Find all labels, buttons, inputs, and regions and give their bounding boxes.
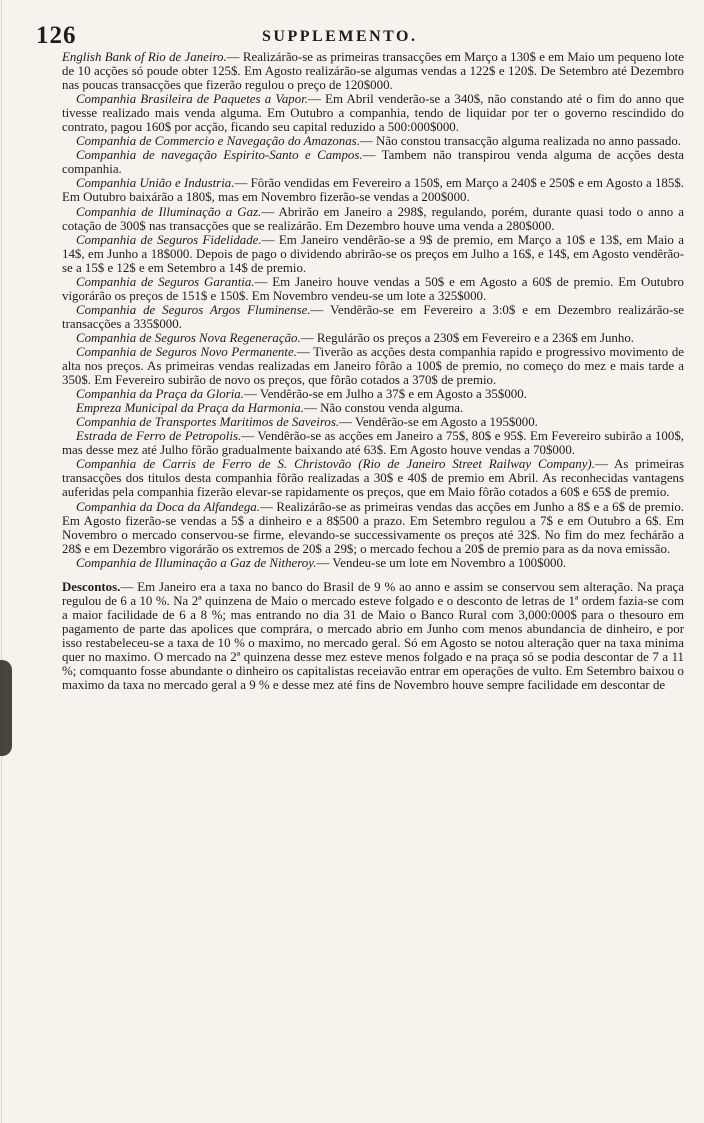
entry-text: — Vendêrão-se em Julho a 37$ e em Agosto a 35$000. — [243, 387, 527, 402]
entry-name: Companhia de Commercio e Navegação do Amazonas. — [76, 134, 360, 149]
entry-doca-alfandega — [62, 500, 684, 556]
entry-text: — Tambem não transpirou venda alguma de acções desta companhia. — [62, 148, 684, 177]
entry-name: Companhia de navegação Espirito-Santo e Campos. — [76, 148, 363, 163]
entry-saveiros — [62, 415, 684, 429]
entry-petropolis — [62, 429, 684, 457]
page-number: 126 — [36, 22, 77, 49]
entry-name: English Bank of Rio de Janeiro. — [62, 50, 227, 64]
entry-illuminacao-gaz — [62, 205, 684, 233]
entry-amazonas — [62, 134, 684, 148]
company-entries — [62, 50, 684, 570]
entry-gaz-nitheroy — [62, 556, 684, 570]
entry-name: Companhia de Seguros Nova Regeneração. — [76, 330, 301, 345]
descontos-text: — Em Janeiro era a taxa no banco do Brasil de 9 % ao anno e assim se conservou sem alteração. Na praça regulou de 6 a 10 %. Na 2ª quinzena de Maio o mercado esteve folgado e o desconto de letras de 1ª ordem fazia-se com a maior facilidade de 6 a 8 %; mas entrando no dia 31 de Maio o Banco Rural com 3,000:000$ para o thesouro em pagamento de parte das apolices que comprára, o mercado abrio em Junho com menos abundancia de dinheiro, e por isso restabeleceu-se a taxa de 10 % o maximo, no mercado geral. Só em Agosto se notou alteração quer na taxa minima quer no maximo. O mercado na 2ª quinzena desse mez esteve menos folgado e na praça só se podia descontar de 7 a 11 %; comquanto fosse abundante o dinheiro os capitalistas receiavão entrar em operações de vulto. Em Setembro baixou o maximo da taxa no mercado geral a 9 % e desse mez até fins de Novembro houve sempre facilidade em descontar de — [62, 579, 684, 693]
entry-english-bank — [62, 50, 684, 92]
entry-praca-harmonia — [62, 401, 684, 415]
entry-name: Companhia de Seguros Garantia. — [76, 274, 255, 289]
entry-espirito-santo — [62, 148, 684, 176]
page-header — [36, 20, 684, 50]
page — [36, 20, 684, 705]
entry-name: Companhia de Seguros Argos Fluminense. — [76, 302, 311, 317]
entry-uniao-industria — [62, 176, 684, 204]
entry-name: Companhia de Seguros Novo Permanente. — [76, 344, 297, 359]
entry-seguros-garantia — [62, 275, 684, 303]
entry-name: Companhia da Praça da Gloria. — [76, 387, 244, 402]
entry-name: Companhia de Illuminação a Gaz de Nitheroy. — [76, 555, 317, 570]
entry-seguros-fidelidade — [62, 233, 684, 275]
entry-name: Empreza Municipal da Praça da Harmonia. — [76, 401, 304, 416]
entry-text: — Vendêrão-se as acções em Janeiro a 75$, 80$ e 95$. Em Fevereiro subirão a 100$, mas desse mez até Julho fôrão gradualmente baixando até 63$. Em Agosto houve vendas a 70$000. — [62, 429, 684, 458]
entry-text: — Realizárão-se as primeiras transacções em Março a 130$ e em Maio um pequeno lote de 10 acções só poude obter 125$. Em Agosto realizárão-se algumas vendas a 122$ e 120$. De Setembro até Dezembro nas poucas transacções que fizerão regulou o preço de 120$000. — [62, 50, 684, 93]
entry-text: — As primeiras transacções dos titulos desta companhia fôrão realizadas a 30$ e 40$ de premio em Abril. As reconhecidas vantagens auferidas pela companhia fizerão elevar-se rapidamente os preços, que em Maio fôrão cotados a 60$ e 65$ de premio. — [62, 457, 684, 500]
entry-name: Companhia de Transportes Maritimos de Saveiros. — [76, 415, 340, 430]
entry-text: — Realizárão-se as primeiras vendas das acções em Junho a 8$ e a 6$ de premio. Em Agosto fizerão-se vendas a 5$ a dinheiro e a 8$500 a prazo. Em Setembro regulou a 7$ e em Outubro a 6$. Em Novembro o mercado conservou-se firme, elevando-se successivamente os preços até 32$. No fim do mez fechárão a 28$ e em Dezembro vigorárão os extremos de 20$ a 29$; o mercado fechou a 20$ de premio para as da nova emissão. — [62, 499, 684, 556]
binding-stain — [0, 660, 12, 756]
entry-seguros-permanente — [62, 345, 684, 387]
entry-name: Companhia União e Industria. — [76, 176, 235, 191]
page-title: SUPPLEMENTO. — [262, 28, 418, 45]
descontos-heading: Descontos. — [62, 579, 121, 594]
entry-text: — Não constou venda alguma. — [303, 401, 464, 416]
entry-praca-gloria — [62, 387, 684, 401]
entry-text: — Em Janeiro houve vendas a 50$ e em Agosto a 60$ de premio. Em Outubro vigorárão os preços de 151$ e 150$. Em Novembro vendeu-se um lote a 325$000. — [62, 274, 684, 303]
entry-name: Estrada de Ferro de Petropolis. — [76, 429, 242, 444]
entry-text: — Fôrão vendidas em Fevereiro a 150$, em Março a 240$ e 250$ e em Agosto a 185$. Em Outubro baixárão a 180$, mas em Novembro fizerão-se vendas a 200$000. — [62, 176, 684, 205]
entry-text: — Abrirão em Janeiro a 298$, regulando, porém, durante quasi todo o anno a cotação de 300$ nas transacções que se realizárão. Em Dezembro houve uma venda a 280$000. — [62, 204, 684, 233]
entry-text: — Vendêrão-se em Agosto a 195$000. — [339, 415, 538, 430]
entry-paquetes — [62, 92, 684, 134]
entry-text: — Vendeu-se um lote em Novembro a 100$000. — [316, 555, 567, 570]
entry-text: — Regulárão os preços a 230$ em Fevereiro e a 236$ em Junho. — [300, 330, 634, 345]
entry-seguros-argos — [62, 303, 684, 331]
entry-text: — Em Janeiro vendêrão-se a 9$ de premio, em Março a 10$ e 13$, em Maio a 14$, em Junho a 18$000. Depois de pago o dividendo abrirão-se os preços em Julho a 16$, e 14$, em Agosto vendêrão-se a 15$ e 12$ e em Setembro a 14$ de premio. — [62, 232, 684, 275]
page-edge — [1, 0, 2, 1123]
entry-name: Companhia de Seguros Fidelidade. — [76, 232, 262, 247]
entry-text: — Em Abril venderão-se a 340$, não constando até o fim do anno que tivesse realizado mais venda alguma. Em Outubro a companhia, tendo de liquidar por ter o governo rescindido do contrato, pagou 160$ por acção, ficando seu capital reduzido a 500:000$000. — [62, 92, 684, 135]
entry-carris-christovao — [62, 457, 684, 499]
entry-seguros-regeneracao — [62, 331, 684, 345]
entry-name: Companhia de Illuminação a Gaz. — [76, 204, 262, 219]
entry-text: — Não constou transacção alguma realizada no anno passado. — [359, 134, 681, 149]
entry-text: — Vendêrão-se em Fevereiro a 3:0$ e em Dezembro realizárão-se transacções a 335$000. — [62, 302, 684, 331]
entry-name: Companhia de Carris de Ferro de S. Christovão (Rio de Janeiro Street Railway Company). — [76, 457, 595, 472]
entry-text: — Tiverão as acções desta companhia rapido e progressivo movimento de alta nos preços. As primeiras vendas realizadas em Janeiro fôrão a 100$ de premio, no começo do mez e mais tarde a 350$. Em Fevereiro subirão de novo os preços, que fôrão cotados a 370$ de premio. — [62, 344, 684, 388]
entry-name: Companhia da Doca da Alfandega. — [76, 499, 260, 514]
descontos-section — [62, 580, 684, 692]
entry-name: Companhia Brasileira de Paquetes a Vapor. — [76, 92, 309, 107]
